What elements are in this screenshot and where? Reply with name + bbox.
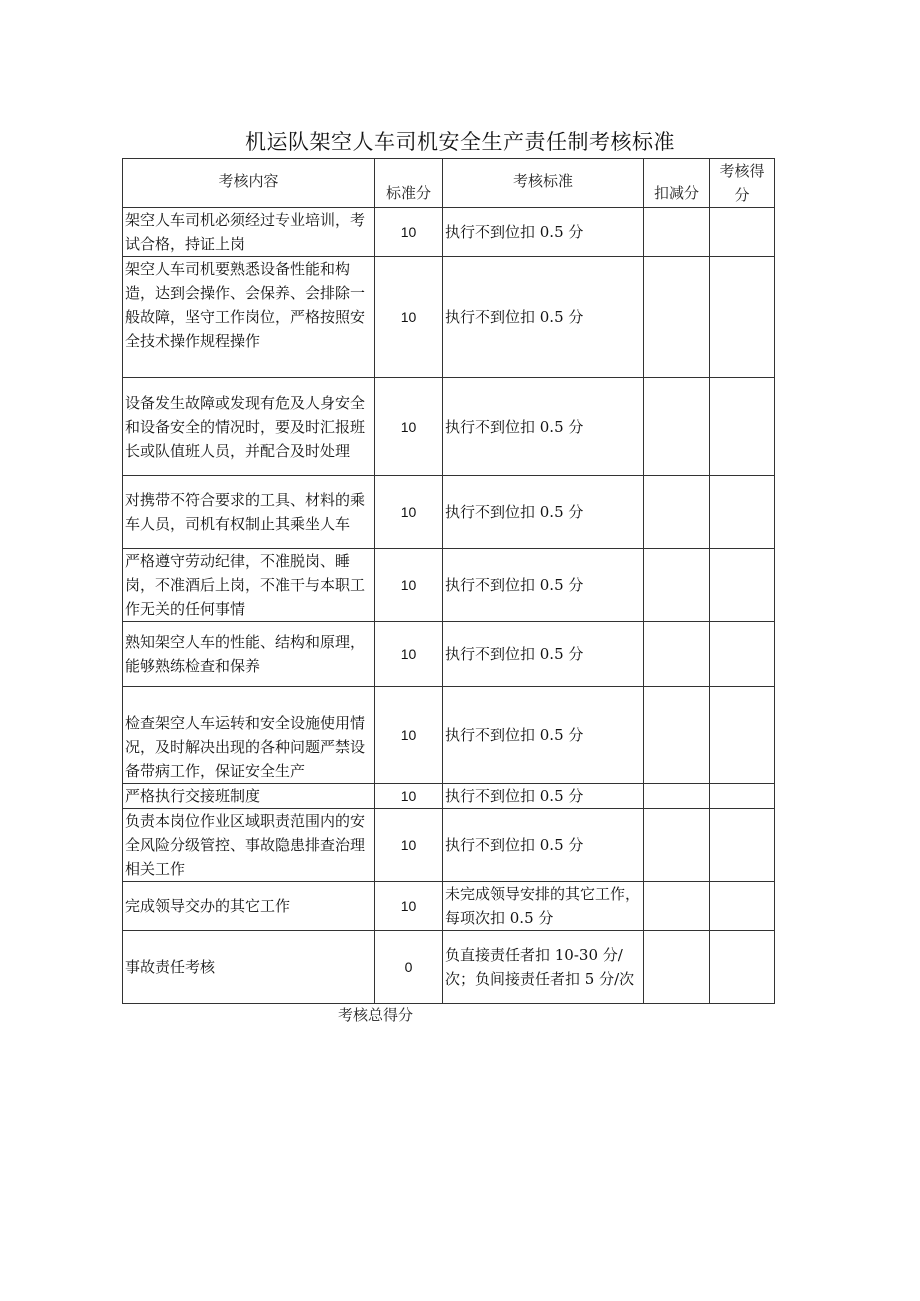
row-criteria: 执行不到位扣 0.5 分 — [443, 687, 644, 784]
row-criteria: 执行不到位扣 0.5 分 — [443, 208, 644, 257]
row-content: 严格遵守劳动纪律，不准脱岗、睡岗，不准酒后上岗，不准干与本职工作无关的任何事情 — [123, 549, 375, 622]
row-score-cell[interactable] — [710, 931, 775, 1004]
document-title: 机运队架空人车司机安全生产责任制考核标准 — [245, 130, 675, 154]
row-score-cell[interactable] — [710, 549, 775, 622]
row-criteria: 执行不到位扣 0.5 分 — [443, 378, 644, 476]
header-content: 考核内容 — [123, 159, 375, 208]
row-score-cell[interactable] — [710, 378, 775, 476]
row-content: 检查架空人车运转和安全设施使用情况，及时解决出现的各种问题严禁设备带病工作，保证安全生产 — [123, 687, 375, 784]
row-score-cell[interactable] — [710, 784, 775, 809]
row-criteria: 执行不到位扣 0.5 分 — [443, 476, 644, 549]
row-content: 设备发生故障或发现有危及人身安全和设备安全的情况时，要及时汇报班长或队值班人员，并配合及时处理 — [123, 378, 375, 476]
header-criteria: 考核标准 — [443, 159, 644, 208]
row-criteria: 未完成领导安排的其它工作，每项次扣 0.5 分 — [443, 882, 644, 931]
table-row — [123, 622, 775, 687]
header-standard-score: 标准分 — [375, 159, 443, 208]
total-score-label: 考核总得分 — [338, 1006, 414, 1024]
table-row — [123, 882, 775, 931]
row-deduction-cell[interactable] — [644, 549, 710, 622]
row-standard-score: 10 — [375, 378, 443, 476]
row-deduction-cell[interactable] — [644, 622, 710, 687]
row-deduction-cell[interactable] — [644, 687, 710, 784]
table-row — [123, 784, 775, 809]
row-score-cell[interactable] — [710, 257, 775, 378]
table-row — [123, 809, 775, 882]
row-criteria: 执行不到位扣 0.5 分 — [443, 784, 644, 809]
row-score-cell[interactable] — [710, 882, 775, 931]
row-standard-score: 10 — [375, 622, 443, 687]
row-deduction-cell[interactable] — [644, 809, 710, 882]
row-deduction-cell[interactable] — [644, 257, 710, 378]
row-content: 事故责任考核 — [123, 931, 375, 1004]
table-row — [123, 208, 775, 257]
row-deduction-cell[interactable] — [644, 378, 710, 476]
row-standard-score: 10 — [375, 809, 443, 882]
row-criteria: 执行不到位扣 0.5 分 — [443, 809, 644, 882]
row-content: 熟知架空人车的性能、结构和原理，能够熟练检查和保养 — [123, 622, 375, 687]
header-score: 考核得分 — [710, 159, 775, 208]
table-row — [123, 931, 775, 1004]
row-standard-score: 10 — [375, 257, 443, 378]
row-standard-score: 10 — [375, 687, 443, 784]
row-deduction-cell[interactable] — [644, 784, 710, 809]
row-standard-score: 10 — [375, 476, 443, 549]
row-deduction-cell[interactable] — [644, 476, 710, 549]
row-content: 对携带不符合要求的工具、材料的乘车人员，司机有权制止其乘坐人车 — [123, 476, 375, 549]
table-row — [123, 687, 775, 784]
row-criteria: 负直接责任者扣 10-30 分/次；负间接责任者扣 5 分/次 — [443, 931, 644, 1004]
row-standard-score: 10 — [375, 784, 443, 809]
header-row — [123, 159, 775, 208]
row-score-cell[interactable] — [710, 476, 775, 549]
table-row — [123, 549, 775, 622]
row-score-cell[interactable] — [710, 809, 775, 882]
row-deduction-cell[interactable] — [644, 931, 710, 1004]
row-content: 负责本岗位作业区域职责范围内的安全风险分级管控、事故隐患排查治理相关工作 — [123, 809, 375, 882]
row-content: 严格执行交接班制度 — [123, 784, 375, 809]
table-row — [123, 378, 775, 476]
row-standard-score: 10 — [375, 549, 443, 622]
row-standard-score: 0 — [375, 931, 443, 1004]
row-score-cell[interactable] — [710, 687, 775, 784]
row-content: 架空人车司机要熟悉设备性能和构造，达到会操作、会保养、会排除一般故障，坚守工作岗位，严格按照安全技术操作规程操作 — [123, 257, 375, 378]
row-score-cell[interactable] — [710, 208, 775, 257]
table-row — [123, 476, 775, 549]
table-row — [123, 257, 775, 378]
row-standard-score: 10 — [375, 208, 443, 257]
row-content: 完成领导交办的其它工作 — [123, 882, 375, 931]
assessment-table — [122, 158, 775, 1004]
row-criteria: 执行不到位扣 0.5 分 — [443, 257, 644, 378]
header-deduction: 扣减分 — [644, 159, 710, 208]
row-deduction-cell[interactable] — [644, 208, 710, 257]
row-content: 架空人车司机必须经过专业培训，考试合格，持证上岗 — [123, 208, 375, 257]
row-criteria: 执行不到位扣 0.5 分 — [443, 549, 644, 622]
row-score-cell[interactable] — [710, 622, 775, 687]
row-criteria: 执行不到位扣 0.5 分 — [443, 622, 644, 687]
row-standard-score: 10 — [375, 882, 443, 931]
row-deduction-cell[interactable] — [644, 882, 710, 931]
